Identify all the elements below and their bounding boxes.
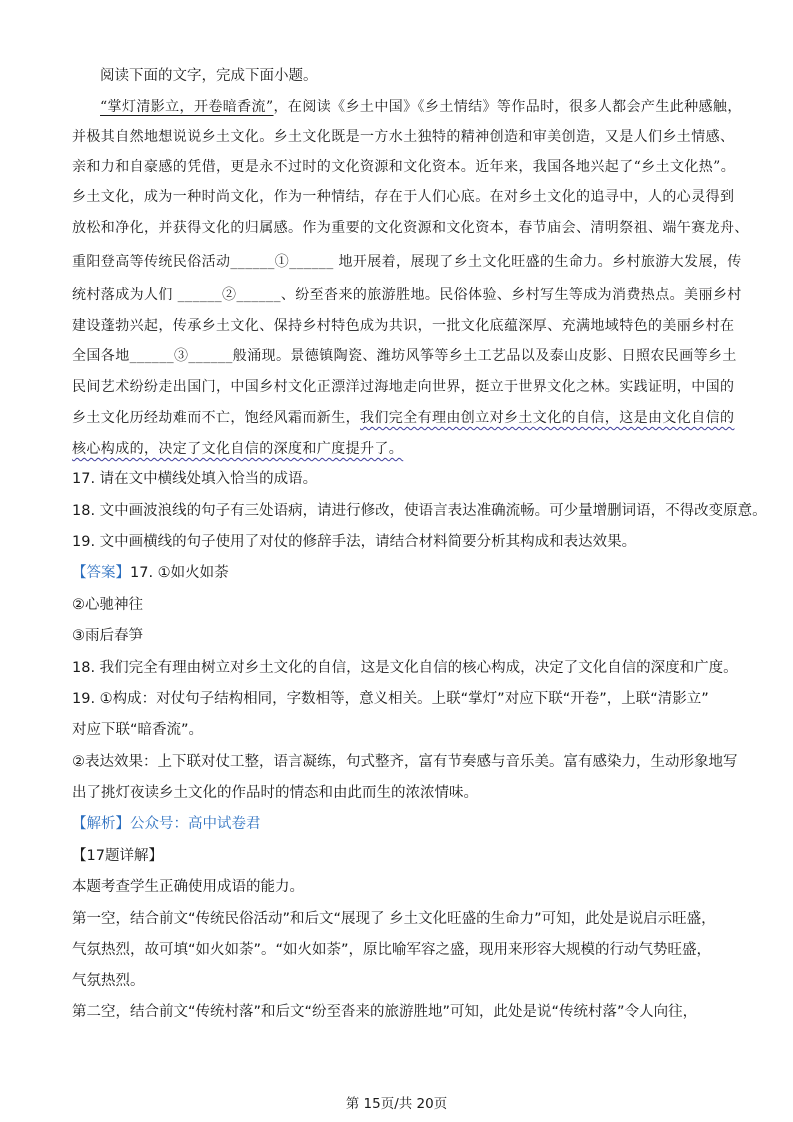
analysis-header xyxy=(72,814,722,834)
analysis-paragraph: 气氛热烈。 xyxy=(72,973,145,989)
wavy-underlined-sentence: 我们完全有理由创立对乡土文化的自信，这是由文化自信的 xyxy=(360,410,735,426)
question-18: 18. 文中画波浪线的句子有三处语病，请进行修改，使语言表达准确流畅。可少量增删词语，不得改变原意。 xyxy=(72,503,767,519)
couplet-underlined: “掌灯清影立，开卷暗香流” xyxy=(100,99,274,115)
analysis-paragraph: 第二空，结合前文“传统村落”和后文“纷至沓来的旅游胜地”可知，此处是说“传统村落”令人向往， xyxy=(72,1004,698,1020)
answer-19-line: ②表达效果：上下联对仗工整，语言凝练，句式整齐，富有节奏感与音乐美。富有感染力，生动形象地写 xyxy=(72,754,738,770)
passage-line xyxy=(72,439,722,459)
answer-19-line: 19. ①构成：对仗句子结构相同，字数相等，意义相关。上联“掌灯”对应下联“开卷”，上联“清影立” xyxy=(72,691,709,707)
passage-line: 乡土文化，成为一种时尚文化，作为一种情结，存在于人们心底。在对乡土文化的追寻中，人的心灵得到 xyxy=(72,189,735,205)
passage-line: 放松和净化，并获得文化的归属感。作为重要的文化资源和文化资本，春节庙会、清明祭祖、端午赛龙舟、 xyxy=(72,220,749,236)
answer-17-1: 【答案】17. ①如火如荼 xyxy=(72,565,229,581)
passage-line: 亲和力和自豪感的凭借，更是永不过时的文化资源和文化资本。近年来，我国各地兴起了“乡土文化热”。 xyxy=(72,159,736,175)
detail-header-17: 【17题详解】 xyxy=(72,848,163,864)
answer-17-2: ②心驰神往 xyxy=(72,597,143,613)
analysis-paragraph: 本题考查学生正确使用成语的能力。 xyxy=(72,879,304,895)
answer-17-3: ③雨后春笋 xyxy=(72,628,143,644)
answer-19-line: 对应下联“暗香流”。 xyxy=(72,722,204,738)
passage-line: 重阳登高等传统民俗活动______①______ 地开展着，展现了乡土文化旺盛的生命力。乡村旅游大发展，传 xyxy=(72,254,742,270)
analysis-paragraph: 气氛热烈，故可填“如火如荼”。“如火如荼”，原比喻军容之盛，现用来形容大规模的行动气势旺盛， xyxy=(72,942,712,958)
question-19: 19. 文中画横线的句子使用了对仗的修辞手法，请结合材料简要分析其构成和表达效果。 xyxy=(72,534,637,550)
passage-line: 全国各地______③______般涌现。景德镇陶瓷、潍坊风筝等乡土工艺品以及泰山皮影、日照农民画等乡土 xyxy=(72,348,737,364)
passage-line: 统村落成为人们 ______②______、纷至沓来的旅游胜地。民俗体验、乡村写生等成为消费热点。美丽乡村 xyxy=(72,287,742,303)
wechat-note: 公众号：高中试卷君 xyxy=(130,816,261,832)
analysis-paragraph: 第一空，结合前文“传统民俗活动”和后文“展现了 乡土文化旺盛的生命力”可知，此处是说启示旺盛， xyxy=(72,911,716,927)
passage-line: “掌灯清影立，开卷暗香流”，在阅读《乡土中国》《乡土情结》等作品时，很多人都会产生此种感触， xyxy=(100,99,742,115)
analysis-tag: 【解析】 xyxy=(72,816,130,832)
page-number-footer: 第 15页/共 20页 xyxy=(345,1096,448,1112)
passage-line: 民间艺术纷纷走出国门，中国乡村文化正漂洋过海地走向世界，挺立于世界文化之林。实践证明，中国的 xyxy=(72,379,735,395)
passage-line: 建设蓬勃兴起，传承乡土文化、保持乡村特色成为共识，一批文化底蕴深厚、充满地域特色的美丽乡村在 xyxy=(72,318,735,334)
passage-line: 并极其自然地想说说乡土文化。乡土文化既是一方水土独特的精神创造和审美创造，又是人们乡土情感、 xyxy=(72,129,735,145)
wavy-underlined-sentence: 核心构成的，决定了文化自信的深度和广度提升了。 xyxy=(72,441,404,457)
question-17: 17. 请在文中横线处填入恰当的成语。 xyxy=(72,471,318,487)
passage-line: 乡土文化历经劫难而不亡，饱经风霜而新生，我们完全有理由创立对乡土文化的自信，这是由文化自信的 xyxy=(72,410,735,426)
answer-19-line: 出了挑灯夜读乡土文化的作品时的情态和由此而生的浓浓情味。 xyxy=(72,785,478,801)
intro-instruction: 阅读下面的文字，完成下面小题。 xyxy=(100,68,318,84)
answer-tag: 【答案】 xyxy=(72,565,130,581)
answer-18: 18. 我们完全有理由树立对乡土文化的自信，这是文化自信的核心构成，决定了文化自信的深度和广度。 xyxy=(72,660,738,676)
